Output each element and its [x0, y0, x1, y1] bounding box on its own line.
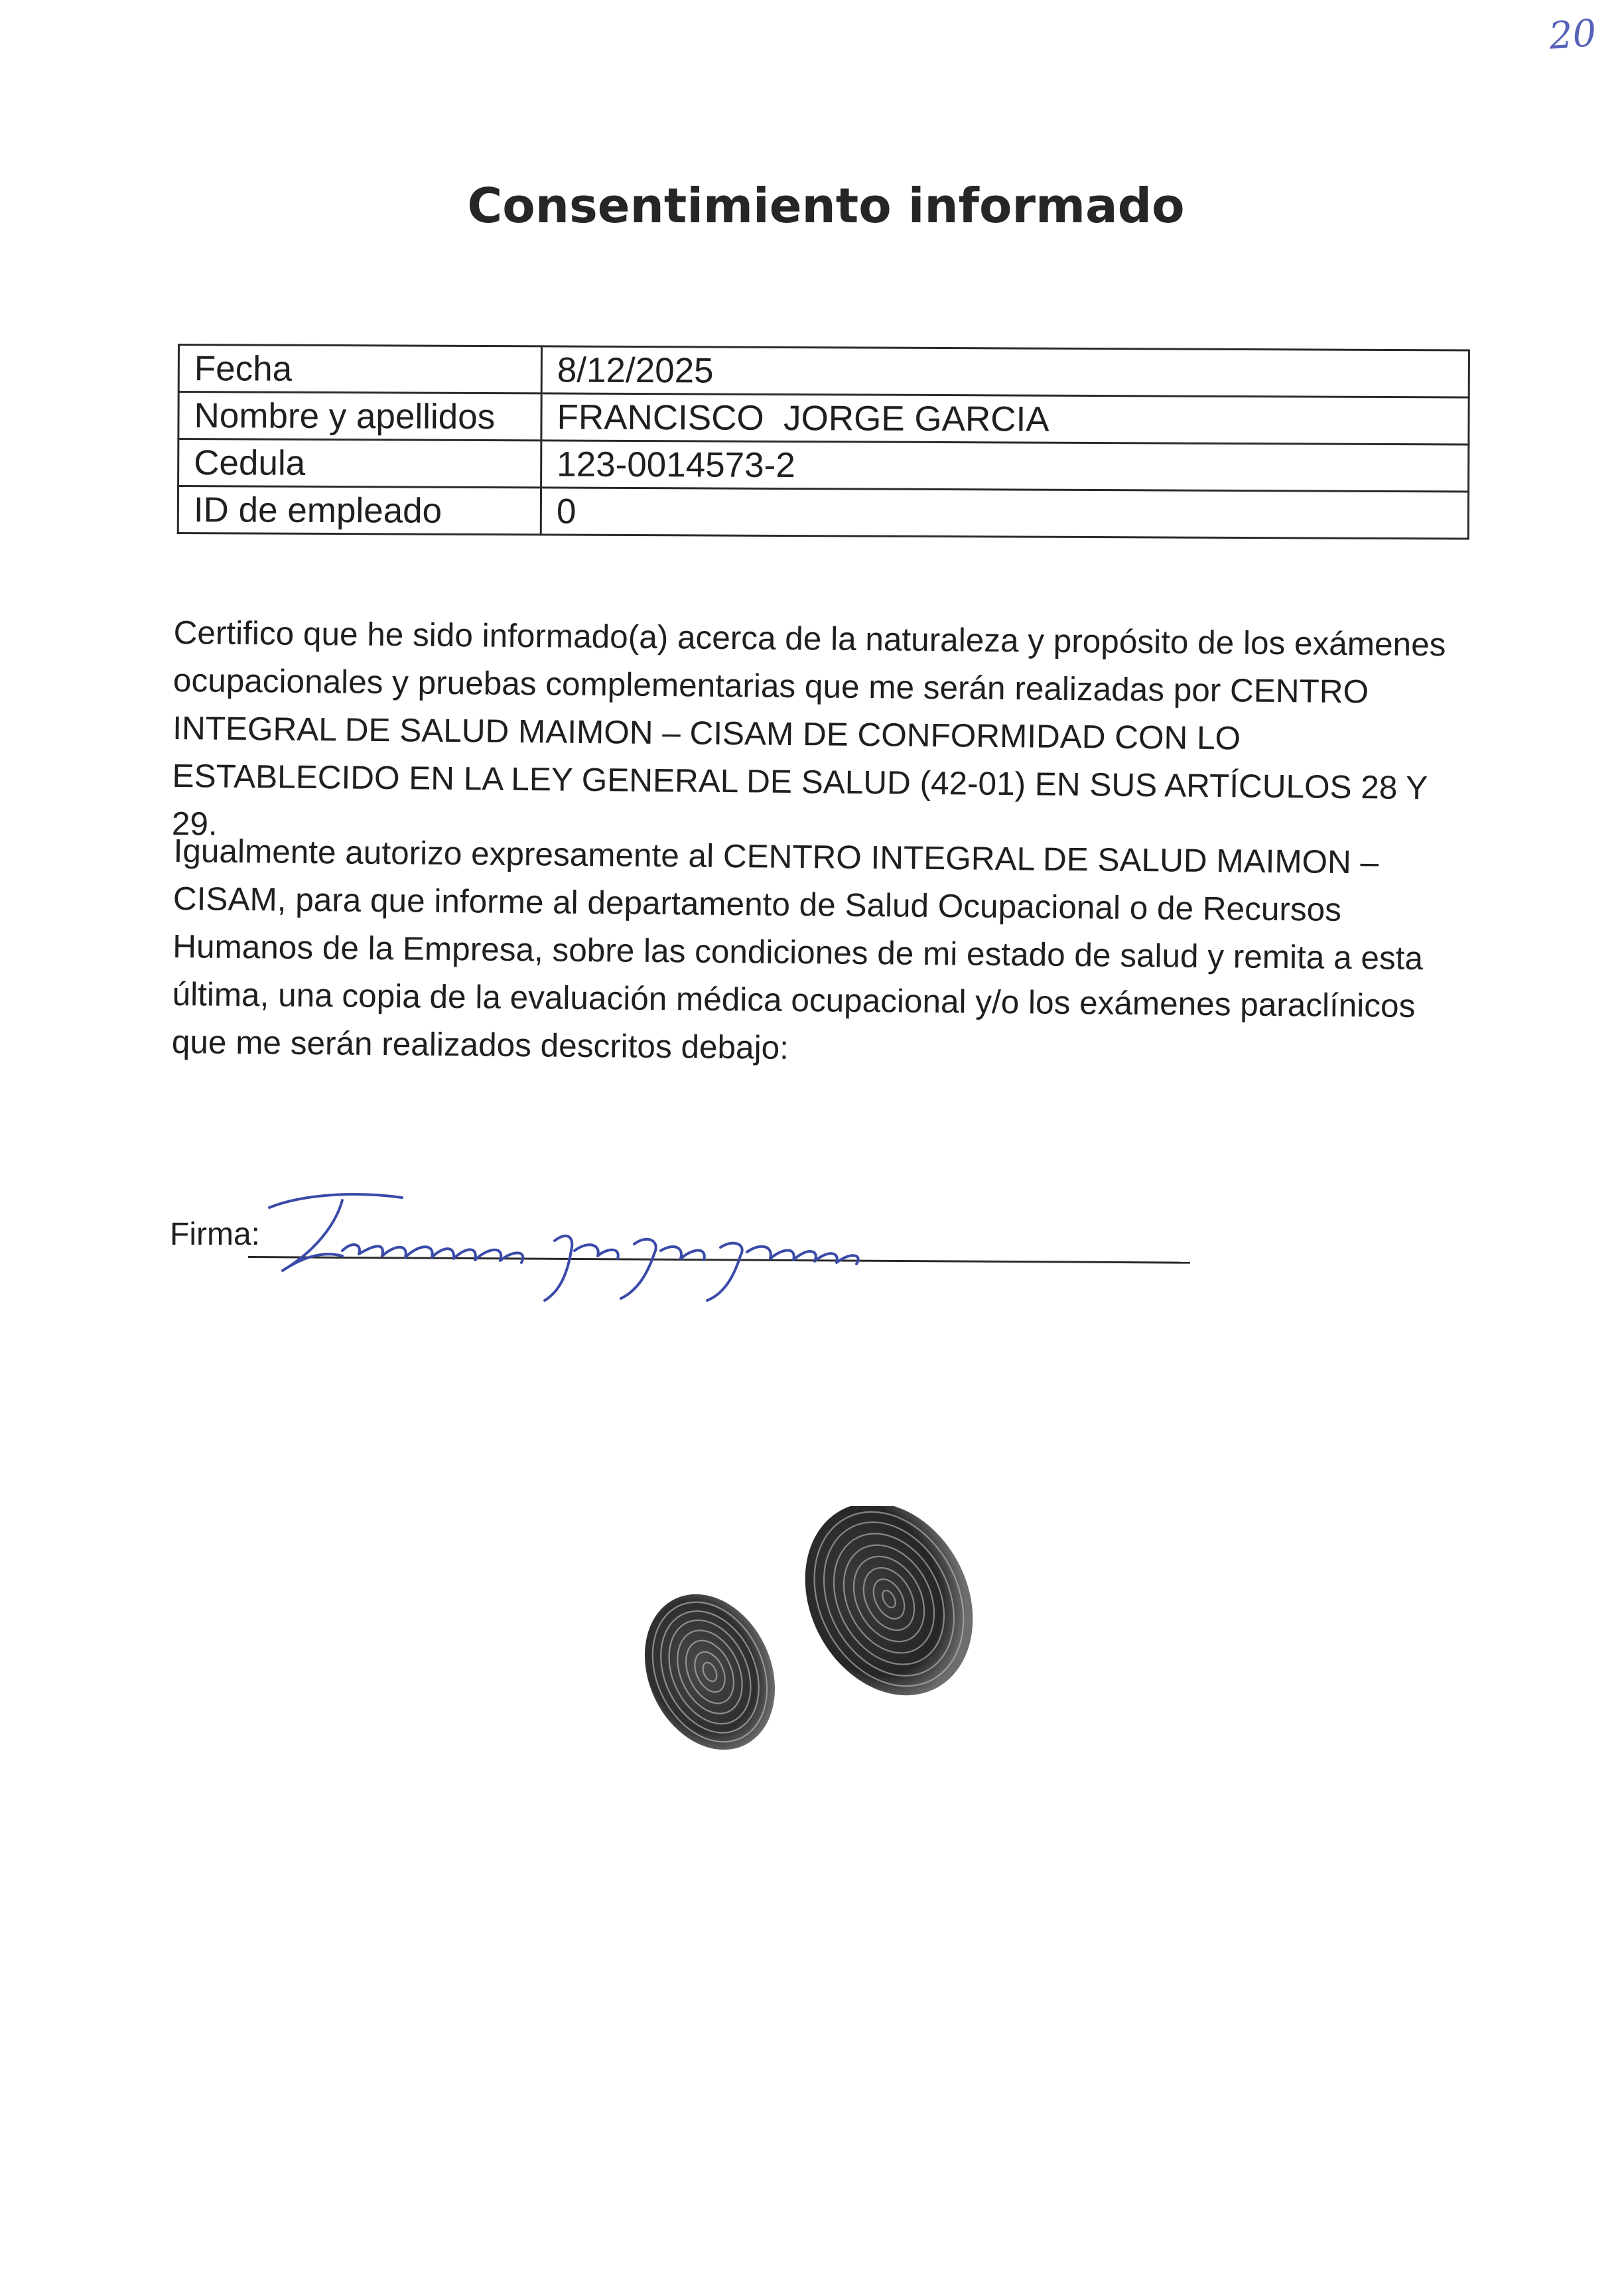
table-row-fecha [178, 345, 1469, 397]
table-row-nombre [178, 392, 1469, 445]
fingerprint-left [637, 1573, 799, 1758]
id-empleado-label: ID de empleado [178, 486, 541, 535]
fingerprint-right [772, 1506, 995, 1725]
id-empleado-value: 0 [541, 488, 1468, 539]
document-title: Consentimiento informado [467, 178, 1185, 234]
info-table [177, 344, 1470, 539]
table-row-id-empleado [178, 486, 1468, 539]
page-number: 20 [1547, 11, 1598, 58]
certification-paragraph: Certifico que he sido informado(a) acerca de la naturaleza y propósito de los exámenes ocupacionales y pruebas complementarias que me serán realizadas por CENTRO INTEGRAL DE SALUD MAIMON – CISAM DE CONFORMIDAD CON LO ESTABLECIDO EN LA LEY GENERAL DE SALUD (42-01) EN SUS ARTÍCULOS 28 Y 29. [171, 614, 1446, 843]
cedula-value: 123-0014573-2 [541, 441, 1469, 492]
table-row-cedula [178, 439, 1469, 492]
firma-label: Firma: [170, 1217, 260, 1252]
handwritten-signature [243, 1178, 946, 1304]
fingerprints [637, 1506, 995, 1758]
signature-block [170, 1178, 1191, 1304]
fecha-value: 8/12/2025 [541, 346, 1469, 397]
info-table-container [177, 344, 1470, 539]
cedula-label: Cedula [178, 439, 541, 488]
authorization-paragraph: Igualmente autorizo expresamente al CENTRO INTEGRAL DE SALUD MAIMON – CISAM, para que informe al departamento de Salud Ocupacional o de Recursos Humanos de la Empresa, sobre las condiciones de mi estado de salud y remita a esta última, una copia de la evaluación médica ocupacional y/o los exámenes paraclínicos que me serán realizados descritos debajo: [171, 832, 1424, 1066]
nombre-label: Nombre y apellidos [178, 392, 541, 441]
fecha-label: Fecha [178, 345, 541, 393]
nombre-value: FRANCISCO JORGE GARCIA [541, 393, 1469, 445]
